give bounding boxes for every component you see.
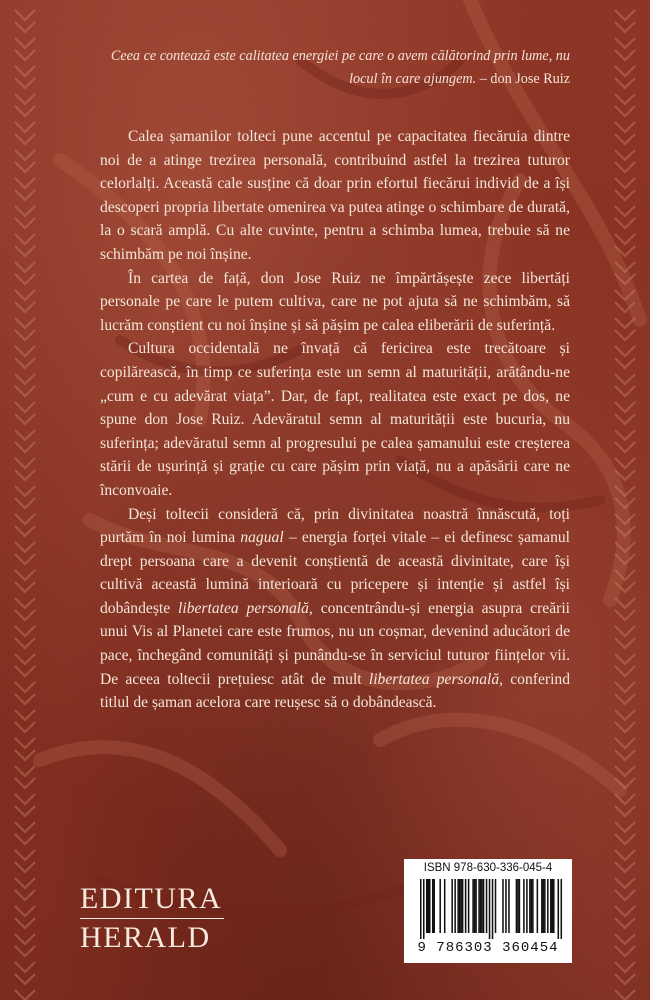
ornament-chevron bbox=[615, 626, 635, 648]
ornament-chevron bbox=[615, 10, 635, 32]
barcode-bar bbox=[547, 879, 549, 933]
blurb-paragraph: În cartea de față, don Jose Ruiz ne împărtășește zece libertăți personale pe care le putem cultiva, care ne pot ajuta să ne schimbăm, să lucrăm conștient cu noi înșine și să pășim pe calea eliberării de suferință. bbox=[100, 269, 570, 334]
publisher-line-1: EDITURA bbox=[80, 882, 223, 915]
barcode-bar bbox=[475, 879, 477, 933]
ornament-chevron bbox=[615, 962, 635, 984]
ornament-chevron bbox=[615, 990, 635, 1000]
barcode-bar bbox=[486, 879, 488, 933]
barcode-bar bbox=[508, 879, 510, 933]
ornament-chevron bbox=[615, 290, 635, 312]
text-run: – energia forței vitale – ei definesc șamanul drept persoana care a devenit conștientă de această divinitate, care își cultivă această lumină interioară cu pricepere și intenție și astfel își dobândește bbox=[100, 529, 570, 617]
ornament-chevron bbox=[615, 94, 635, 116]
barcode-bar bbox=[505, 879, 507, 933]
ornament-chevron bbox=[615, 654, 635, 676]
ornament-chevron bbox=[615, 178, 635, 200]
ornament-chevron bbox=[615, 150, 635, 172]
isbn-label: ISBN 978-630-336-045-4 bbox=[423, 862, 553, 874]
ornament-chevron bbox=[615, 878, 635, 900]
barcode-bar bbox=[444, 879, 446, 933]
italic-term: libertatea personală bbox=[178, 599, 309, 617]
ornament-chevron bbox=[15, 122, 35, 144]
ornament-chevron bbox=[15, 458, 35, 480]
ornament-chevron bbox=[15, 962, 35, 984]
ornament-chevron bbox=[15, 486, 35, 508]
ornament-chevron bbox=[615, 262, 635, 284]
barcode-bar bbox=[468, 879, 470, 933]
barcode-bar bbox=[526, 879, 528, 933]
ornament-chevron bbox=[15, 850, 35, 872]
barcode-bar bbox=[489, 879, 491, 939]
ornament-chevron bbox=[15, 66, 35, 88]
barcode-bar bbox=[451, 879, 453, 933]
ornament-chevron bbox=[15, 234, 35, 256]
ornament-chevron bbox=[15, 822, 35, 844]
ornament-chevron bbox=[15, 514, 35, 536]
ornament-chevron bbox=[15, 318, 35, 340]
publisher-logo bbox=[80, 882, 240, 955]
barcode-bar bbox=[553, 879, 555, 933]
ornament-chevron bbox=[615, 206, 635, 228]
barcode-bar bbox=[492, 879, 494, 939]
ornament-chevron bbox=[615, 66, 635, 88]
barcode-bar bbox=[523, 879, 525, 933]
ornament-chevron bbox=[15, 682, 35, 704]
pattern-swirl bbox=[40, 747, 280, 850]
ornament-chevron bbox=[15, 10, 35, 32]
text-run: , conferind titlul de șaman acelora care reușesc să o dobândească. bbox=[100, 670, 571, 712]
barcode-bar bbox=[462, 879, 464, 933]
ornament-chevron bbox=[615, 906, 635, 928]
barcode-bar bbox=[426, 879, 428, 933]
ornament-chevron bbox=[615, 122, 635, 144]
ornament-chevron bbox=[615, 738, 635, 760]
barcode-bar bbox=[483, 879, 485, 933]
ornament-chevron bbox=[615, 682, 635, 704]
ornament-chevron bbox=[15, 290, 35, 312]
epigraph-quote bbox=[100, 45, 570, 91]
ornament-chevron bbox=[15, 346, 35, 368]
blurb-paragraph bbox=[100, 503, 570, 715]
ornament-chevron bbox=[615, 458, 635, 480]
barcode-bar bbox=[481, 879, 483, 933]
ornament-chevron bbox=[15, 94, 35, 116]
barcode-bar bbox=[480, 879, 482, 933]
barcode-bar bbox=[502, 879, 504, 933]
barcode-bar bbox=[561, 879, 563, 939]
ornament-chevron bbox=[615, 514, 635, 536]
blurb-text bbox=[100, 125, 570, 715]
ornament-chevron bbox=[15, 206, 35, 228]
ornament-chevron bbox=[15, 738, 35, 760]
blurb-paragraph: Calea șamanilor tolteci pune accentul pe capacitatea fiecăruia dintre noi de a atinge trezirea personală, contribuind astfel la trezirea tuturor celorlalți. Această cale susține că doar prin efortul fiecărui individ de a își descoperi propria libertate omenirea va putea atinge o schimbare de durată, la o scară amplă. Cu alte cuvinte, pentru a schimba lumea, trebuie să ne schimbăm pe noi înșine. bbox=[100, 128, 570, 263]
barcode-bar bbox=[552, 879, 554, 933]
barcode-bar bbox=[541, 879, 543, 933]
barcode-bar bbox=[478, 879, 480, 933]
barcode-bar bbox=[531, 879, 533, 933]
ornament-chevron bbox=[15, 934, 35, 956]
ornament-chevron bbox=[15, 598, 35, 620]
barcode-bar bbox=[472, 879, 474, 933]
italic-term: libertatea personală bbox=[368, 670, 500, 688]
ornament-chevron bbox=[15, 654, 35, 676]
barcode-bar bbox=[460, 879, 462, 933]
barcode-bar bbox=[454, 879, 456, 933]
publisher-line-2: HERALD bbox=[80, 921, 211, 954]
ornament-chevron bbox=[15, 38, 35, 60]
barcode-bar bbox=[420, 879, 422, 939]
barcode-bars bbox=[410, 879, 566, 939]
ornament-chevron bbox=[615, 430, 635, 452]
ornament-chevron bbox=[15, 374, 35, 396]
ornament-chevron bbox=[15, 402, 35, 424]
isbn-barcode-box bbox=[404, 859, 572, 963]
barcode-bar bbox=[544, 879, 546, 933]
barcode-bar bbox=[558, 879, 560, 939]
barcode-bar bbox=[433, 879, 435, 933]
ornament-chevron bbox=[615, 542, 635, 564]
barcode-bar bbox=[495, 879, 497, 933]
barcode-bar bbox=[532, 879, 534, 933]
ornament-chevron bbox=[15, 710, 35, 732]
text-run: , concentrându-și energia asupra creării unui Vis al Planetei care este frumos, nu un coșmar, devenind aducători de pace, închegând comunități și punându-se în serviciul tuturor ființelor vii. De aceea toltecii prețuiesc atât de mult bbox=[100, 599, 570, 688]
ornament-chevron bbox=[615, 598, 635, 620]
italic-term: nagual bbox=[240, 529, 284, 547]
ornament-chevron bbox=[615, 234, 635, 256]
barcode-bar bbox=[550, 879, 552, 933]
ornament-chevron bbox=[15, 766, 35, 788]
ornament-chevron bbox=[615, 794, 635, 816]
ornament-chevron bbox=[615, 402, 635, 424]
right-border-ornament bbox=[610, 0, 640, 1000]
barcode-digits: 9 786303 360454 bbox=[417, 940, 559, 956]
ornament-chevron bbox=[15, 542, 35, 564]
ornament-chevron bbox=[15, 794, 35, 816]
ornament-chevron bbox=[615, 710, 635, 732]
pattern-swirl bbox=[380, 720, 620, 790]
ornament-chevron bbox=[15, 150, 35, 172]
barcode-bar bbox=[429, 879, 431, 933]
barcode-bar bbox=[459, 879, 461, 933]
ornament-chevron bbox=[15, 878, 35, 900]
ornament-chevron bbox=[15, 626, 35, 648]
barcode-bar bbox=[474, 879, 476, 933]
barcode-bar bbox=[427, 879, 429, 933]
barcode-bar bbox=[457, 879, 459, 933]
ornament-chevron bbox=[615, 486, 635, 508]
ornament-chevron bbox=[615, 318, 635, 340]
ornament-chevron bbox=[615, 570, 635, 592]
quote-author: – don Jose Ruiz bbox=[479, 71, 570, 87]
ornament-chevron bbox=[15, 570, 35, 592]
barcode-bar bbox=[516, 879, 518, 933]
barcode-bar bbox=[432, 879, 434, 933]
barcode-bar bbox=[519, 879, 521, 933]
blurb-paragraph: Cultura occidentală ne învață că fericirea este trecătoare și copilărească, în timp ce suferința este un semn al maturității, arătându-ne „cum e cu adevărat viața”. Dar, de fapt, realitatea este exact pe dos, ne spune don Jose Ruiz. Adevăratul semn al maturității este bucuria, nu suferința; adevăratul semn al progresului pe calea șamanului este creșterea stării de ușurință și grație cu care pășim prin viață, nu a apăsării care ne înconvoaie. bbox=[100, 340, 570, 499]
ornament-chevron bbox=[615, 822, 635, 844]
ornament-chevron bbox=[615, 38, 635, 60]
ornament-chevron bbox=[615, 934, 635, 956]
ornament-chevron bbox=[615, 766, 635, 788]
barcode-bar bbox=[465, 879, 467, 933]
ornament-chevron bbox=[15, 430, 35, 452]
ornament-chevron bbox=[615, 346, 635, 368]
ornament-chevron bbox=[15, 990, 35, 1000]
barcode-bar bbox=[439, 879, 441, 933]
ornament-chevron bbox=[15, 262, 35, 284]
ornament-chevron bbox=[615, 374, 635, 396]
ornament-chevron bbox=[15, 906, 35, 928]
ornament-chevron bbox=[15, 178, 35, 200]
ornament-chevron bbox=[615, 850, 635, 872]
quote-text: Ceea ce contează este calitatea energiei pe care o avem călătorind prin lume, nu locul în care ajungem. bbox=[110, 48, 570, 87]
logo-divider bbox=[80, 918, 224, 919]
barcode-bar bbox=[423, 879, 425, 939]
barcode-bar bbox=[529, 879, 531, 933]
barcode-bar bbox=[537, 879, 539, 933]
barcode-bar bbox=[517, 879, 519, 933]
barcode-bar bbox=[543, 879, 545, 933]
left-border-ornament bbox=[10, 0, 40, 1000]
text-run: Deși toltecii consideră că, prin divinitatea noastră înnăscută, toți purtăm în noi lumina bbox=[100, 505, 570, 547]
